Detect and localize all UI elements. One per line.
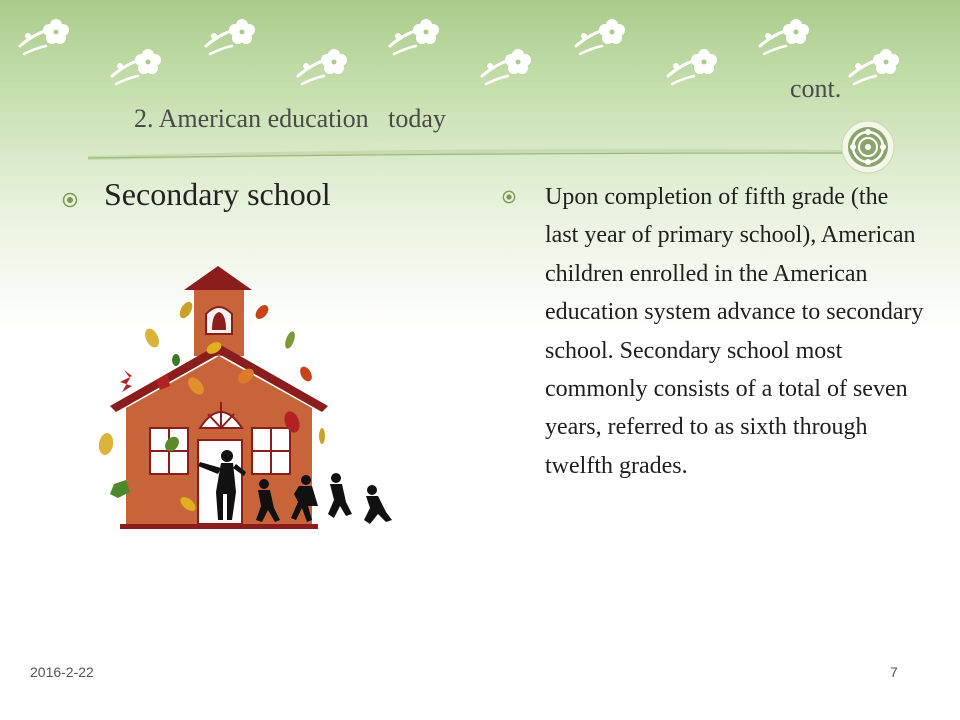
sun-bullet-icon [502,190,516,204]
title-divider [0,120,960,180]
flower-sprig-icon [20,19,69,54]
flower-sprig-icon [760,19,809,54]
sun-bullet-icon [62,192,78,208]
flower-sprig-icon [390,19,439,54]
right-bullet-text: Upon completion of fifth grade (the last year of primary school), American children enrolled in the American education system advance to secondary school. Secondary school most commonly consists of a total of seven years, referred to as sixth through twelfth grades. [545,184,924,479]
title-text: 2. American education today [134,104,446,133]
flower-sprig-icon [576,19,625,54]
title-suffix: cont. [790,74,842,103]
footer-date: 2016-2-22 [30,664,94,680]
flower-sprig-icon [206,19,255,54]
left-bullet-text: Secondary school [104,176,331,212]
slide-title [108,74,868,133]
schoolhouse-illustration [96,262,406,534]
page-number: 7 [890,664,898,680]
ornament-circle-icon [842,121,894,173]
